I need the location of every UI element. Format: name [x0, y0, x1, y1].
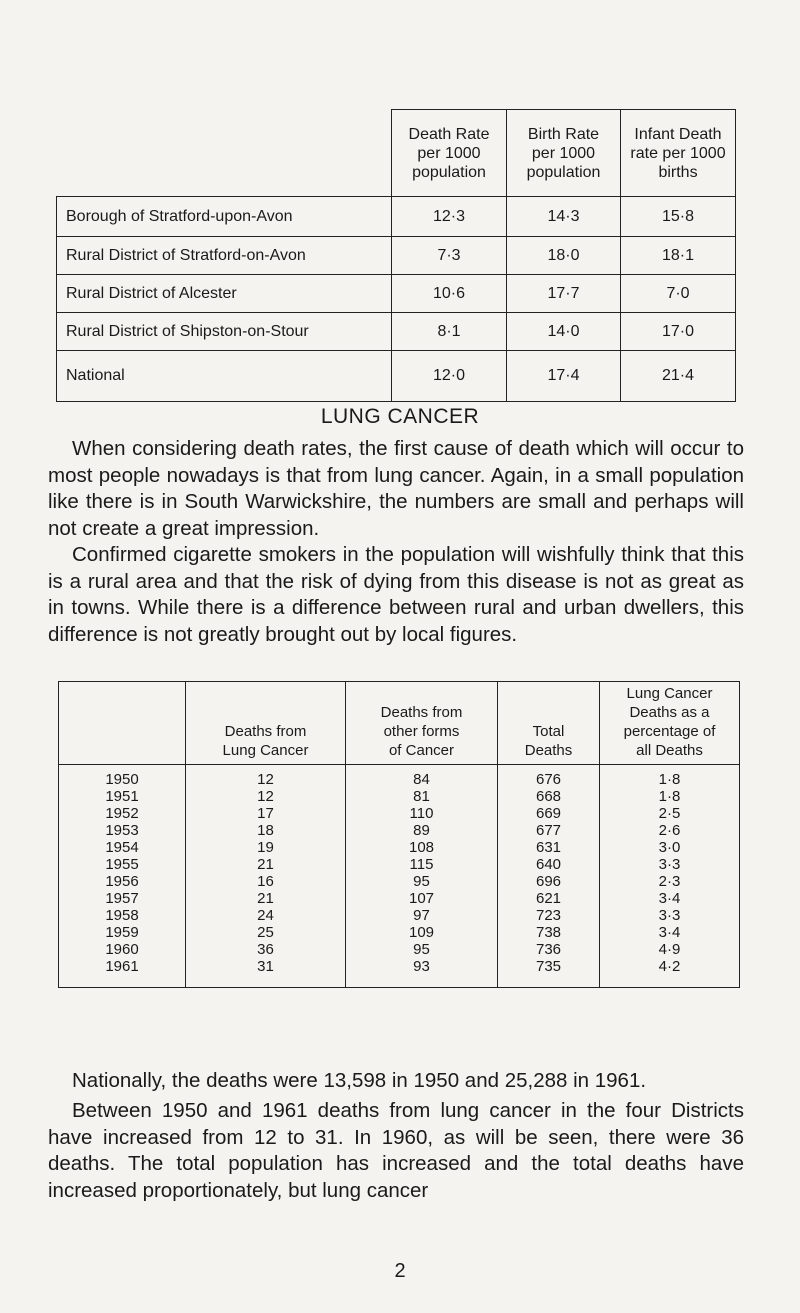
birth-rate-cell: 17·7	[507, 275, 621, 313]
table-row	[59, 822, 740, 839]
section-heading: LUNG CANCER	[320, 405, 480, 428]
year-cell: 1961	[59, 958, 186, 988]
total-deaths-cell: 640	[498, 856, 600, 873]
table-row	[59, 941, 740, 958]
lung-table-header	[59, 682, 740, 765]
table-row	[59, 907, 740, 924]
death-rate-cell: 12·3	[392, 197, 507, 237]
area-cell: National	[57, 351, 392, 402]
paragraph: When considering death rates, the first cause of death which will occur to most people nowadays is that from lung cancer. Again, in a small population like there is in South Warwickshire, the numbers are small and perhaps will not create a great impression.	[48, 437, 744, 540]
total-deaths-cell: 676	[498, 765, 600, 789]
table-row	[59, 890, 740, 907]
lung-deaths-cell: 36	[186, 941, 346, 958]
percentage-cell: 1·8	[600, 788, 740, 805]
paragraph: Between 1950 and 1961 deaths from lung cancer in the four Districts have increased from 12 to 31. In 1960, as will be seen, there were 36 deaths. The total population has increased and the total deaths have increased proportionately, but lung cancer	[48, 1099, 744, 1202]
birth-rate-cell: 17·4	[507, 351, 621, 402]
table-row	[57, 351, 736, 402]
year-cell: 1957	[59, 890, 186, 907]
percentage-cell: 2·6	[600, 822, 740, 839]
percentage-cell: 2·3	[600, 873, 740, 890]
year-cell: 1953	[59, 822, 186, 839]
percentage-cell: 4·9	[600, 941, 740, 958]
area-cell: Rural District of Shipston-on-Stour	[57, 313, 392, 351]
area-cell: Rural District of Alcester	[57, 275, 392, 313]
rates-header-birth: Birth Rate per 1000 population	[507, 110, 621, 197]
year-cell: 1955	[59, 856, 186, 873]
lung-deaths-cell: 24	[186, 907, 346, 924]
lung-table-body	[59, 765, 740, 988]
total-deaths-cell: 723	[498, 907, 600, 924]
total-deaths-cell: 736	[498, 941, 600, 958]
birth-rate-cell: 14·3	[507, 197, 621, 237]
percentage-cell: 3·3	[600, 856, 740, 873]
infant-rate-cell: 18·1	[621, 237, 736, 275]
area-cell: Borough of Stratford-upon-Avon	[57, 197, 392, 237]
area-cell: Rural District of Stratford-on-Avon	[57, 237, 392, 275]
percentage-cell: 3·0	[600, 839, 740, 856]
other-cancer-cell: 95	[346, 873, 498, 890]
lung-deaths-cell: 17	[186, 805, 346, 822]
table-row	[57, 275, 736, 313]
lung-cancer-table	[58, 681, 740, 988]
year-cell: 1950	[59, 765, 186, 789]
lung-header-total: Total Deaths	[498, 682, 600, 765]
year-cell: 1954	[59, 839, 186, 856]
year-cell: 1951	[59, 788, 186, 805]
table-row	[57, 197, 736, 237]
lung-deaths-cell: 31	[186, 958, 346, 988]
total-deaths-cell: 669	[498, 805, 600, 822]
paragraph: Confirmed cigarette smokers in the population will wishfully think that this is a rural area and that the risk of dying from this disease is not as great as in towns. While there is a difference between rural and urban dwellers, this difference is not greatly brought out by local figures.	[48, 543, 744, 646]
rates-header-blank	[57, 110, 392, 197]
percentage-cell: 3·4	[600, 890, 740, 907]
other-cancer-cell: 89	[346, 822, 498, 839]
rates-header-death: Death Rate per 1000 population	[392, 110, 507, 197]
table-row	[59, 856, 740, 873]
other-cancer-cell: 107	[346, 890, 498, 907]
table-row	[57, 237, 736, 275]
table-row	[59, 805, 740, 822]
total-deaths-cell: 621	[498, 890, 600, 907]
lung-deaths-cell: 21	[186, 890, 346, 907]
lung-deaths-cell: 12	[186, 765, 346, 789]
year-cell: 1959	[59, 924, 186, 941]
page-number: 2	[394, 1260, 406, 1282]
total-deaths-cell: 631	[498, 839, 600, 856]
lung-deaths-cell: 18	[186, 822, 346, 839]
total-deaths-cell: 696	[498, 873, 600, 890]
percentage-cell: 3·4	[600, 924, 740, 941]
paragraph: Nationally, the deaths were 13,598 in 1950 and 25,288 in 1961.	[72, 1069, 647, 1092]
other-cancer-cell: 93	[346, 958, 498, 988]
rates-table-header	[57, 110, 736, 197]
total-deaths-cell: 738	[498, 924, 600, 941]
year-cell: 1960	[59, 941, 186, 958]
percentage-cell: 1·8	[600, 765, 740, 789]
other-cancer-cell: 81	[346, 788, 498, 805]
infant-rate-cell: 17·0	[621, 313, 736, 351]
other-cancer-cell: 84	[346, 765, 498, 789]
death-rate-cell: 10·6	[392, 275, 507, 313]
lung-deaths-cell: 19	[186, 839, 346, 856]
lung-deaths-cell: 21	[186, 856, 346, 873]
other-cancer-cell: 109	[346, 924, 498, 941]
year-cell: 1956	[59, 873, 186, 890]
lung-header-pct: Lung Cancer Deaths as a percentage of all Deaths	[600, 682, 740, 765]
other-cancer-cell: 108	[346, 839, 498, 856]
percentage-cell: 4·2	[600, 958, 740, 988]
infant-rate-cell: 21·4	[621, 351, 736, 402]
table-row	[59, 873, 740, 890]
lung-header-year	[59, 682, 186, 765]
total-deaths-cell: 668	[498, 788, 600, 805]
death-rate-cell: 7·3	[392, 237, 507, 275]
death-rate-cell: 12·0	[392, 351, 507, 402]
other-cancer-cell: 115	[346, 856, 498, 873]
table-row	[59, 924, 740, 941]
other-cancer-cell: 95	[346, 941, 498, 958]
lung-deaths-cell: 16	[186, 873, 346, 890]
infant-rate-cell: 7·0	[621, 275, 736, 313]
lung-deaths-cell: 25	[186, 924, 346, 941]
rates-table	[56, 109, 736, 402]
other-cancer-cell: 97	[346, 907, 498, 924]
death-rate-cell: 8·1	[392, 313, 507, 351]
year-cell: 1952	[59, 805, 186, 822]
lung-header-other: Deaths from other forms of Cancer	[346, 682, 498, 765]
table-row	[57, 313, 736, 351]
table-row	[59, 765, 740, 789]
percentage-cell: 2·5	[600, 805, 740, 822]
total-deaths-cell: 735	[498, 958, 600, 988]
other-cancer-cell: 110	[346, 805, 498, 822]
percentage-cell: 3·3	[600, 907, 740, 924]
birth-rate-cell: 14·0	[507, 313, 621, 351]
table-row	[59, 839, 740, 856]
table-row	[59, 788, 740, 805]
rates-header-infant: Infant Death rate per 1000 births	[621, 110, 736, 197]
lung-header-lung: Deaths from Lung Cancer	[186, 682, 346, 765]
infant-rate-cell: 15·8	[621, 197, 736, 237]
year-cell: 1958	[59, 907, 186, 924]
total-deaths-cell: 677	[498, 822, 600, 839]
lung-deaths-cell: 12	[186, 788, 346, 805]
birth-rate-cell: 18·0	[507, 237, 621, 275]
table-row	[59, 958, 740, 988]
